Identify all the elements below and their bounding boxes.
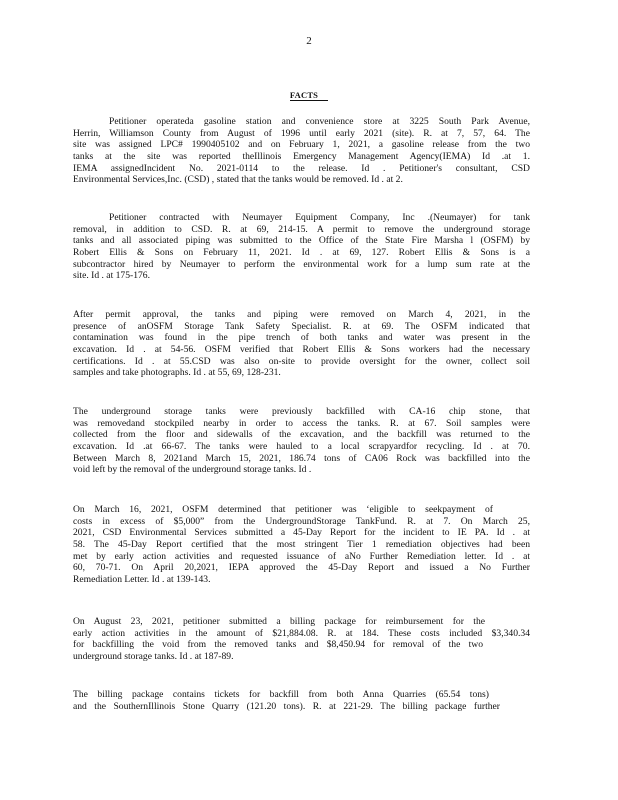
text-line: presence of anOSFM Storage Tank Safety Specialist. R. at 69. The OSFM indicated that — [73, 320, 530, 332]
text-line: certifications. Id . at 55.CSD was also on-site to provide oversight for the owner, collect soil — [73, 355, 530, 367]
text-line: excavation. Id . at 54-56. OSFM verified that Robert Ellis & Sons workers had the necessary — [73, 344, 530, 356]
paragraph-6 — [73, 616, 530, 663]
text-line: 58. The 45-Day Report certified that the most stringent Tier 1 remediation objectives had been — [73, 539, 530, 551]
text-line: The billing package contains tickets for backfill from both Anna Quarries (65.54 tons) — [73, 689, 489, 700]
text-line: collected from the floor and sidewalls of the excavation, and the backfill was returned to the — [73, 429, 530, 441]
text-line: Herrin, Williamson County from August of 1996 until early 2021 (site). R. at 7, 57, 64. The — [73, 127, 530, 139]
text-line: site was assigned LPC# 1990405102 and on February 1, 2021, a gasoline release from the two — [73, 139, 530, 151]
section-heading-text: FACTS — [290, 90, 328, 101]
text-line: site. Id . at 175-176. — [73, 270, 151, 282]
text-line: Remediation Letter. Id . at 139-143. — [73, 574, 211, 586]
text-line: for backfilling the void from the removed tanks and $8,450.94 for removal of the two — [73, 639, 483, 651]
paragraph-2 — [73, 212, 530, 282]
text-line: was removedand stockpiled nearby in order to access the tanks. R. at 67. Soil samples were — [73, 417, 530, 429]
text-line: costs in excess of $5,000” from the UndergroundStorage TankFund. R. at 7. On March 25, — [73, 515, 530, 527]
text-line: void left by the removal of the underground storage tanks. Id . — [73, 464, 312, 476]
paragraph-4 — [73, 406, 530, 476]
paragraph-5 — [73, 504, 530, 586]
paragraph-7 — [73, 689, 530, 712]
text-line: early action activities in the amount of $21,884.08. R. at 184. These costs included $3,340.34 — [73, 627, 530, 639]
text-line: On March 16, 2021, OSFM determined that petitioner was ‘eligible to seekpayment of — [73, 504, 493, 515]
text-line: On August 23, 2021, petitioner submitted a billing package for reimbursement for the — [73, 616, 485, 627]
page-number: 2 — [306, 35, 312, 47]
text-line: Environmental Services,Inc. (CSD) , stated that the tanks would be removed. Id . at 2. — [73, 174, 403, 186]
text-line: Robert Ellis & Sons on February 11, 2021. Id . at 69, 127. Robert Ellis & Sons is a — [73, 247, 530, 259]
text-line: and the SouthernIllinois Stone Quarry (121.20 tons). R. at 221-29. The billing package further — [73, 700, 500, 712]
text-line: The underground storage tanks were previously backfilled with CA-16 chip stone, that — [73, 406, 530, 417]
section-heading — [0, 90, 618, 102]
text-line: tanks at the site was reported theIllinois Emergency Management Agency(IEMA) Id .at 1. — [73, 151, 530, 163]
text-line: samples and take photographs. Id . at 55, 69, 128-231. — [73, 367, 281, 379]
text-line: After permit approval, the tanks and piping were removed on March 4, 2021, in the — [73, 309, 530, 320]
text-line: underground storage tanks. Id . at 187-89. — [73, 651, 234, 663]
text-line: contamination was found in the pipe trench of both tanks and water was present in the — [73, 332, 530, 344]
text-line: Petitioner operateda gasoline station and convenience store at 3225 South Park Avenue, — [109, 116, 530, 127]
text-line: excavation. Id .at 66-67. The tanks were hauled to a local scrapyardfor recycling. Id . at 70. — [73, 441, 530, 453]
paragraph-1 — [73, 116, 530, 186]
text-line: removal, in addition to CSD. R. at 69, 214-15. A permit to remove the underground storage — [73, 223, 530, 235]
text-line: Between March 8, 2021and March 15, 2021, 186.74 tons of CA06 Rock was backfilled into the — [73, 452, 530, 464]
text-line: Petitioner contracted with Neumayer Equipment Company, Inc .(Neumayer) for tank — [109, 212, 530, 223]
text-line: subcontractor hired by Neumayer to perform the environmental work for a lump sum rate at the — [73, 258, 530, 270]
text-line: IEMA assignedIncident No. 2021-0114 to the release. Id . Petitioner's consultant, CSD — [73, 162, 530, 174]
text-line: met by early action activities and requested issuance of aNo Further Remediation letter. Id . at — [73, 550, 530, 562]
text-line: 60, 70-71. On April 20,2021, IEPA approved the 45-Day Report and issued a No Further — [73, 562, 530, 574]
text-line: 2021, CSD Environmental Services submitted a 45-Day Report for the incident to IE PA. Id . at — [73, 527, 530, 539]
text-line: tanks and all associated piping was submitted to the Office of the State Fire Marsha l (OSFM) by — [73, 235, 530, 247]
paragraph-3 — [73, 309, 530, 379]
